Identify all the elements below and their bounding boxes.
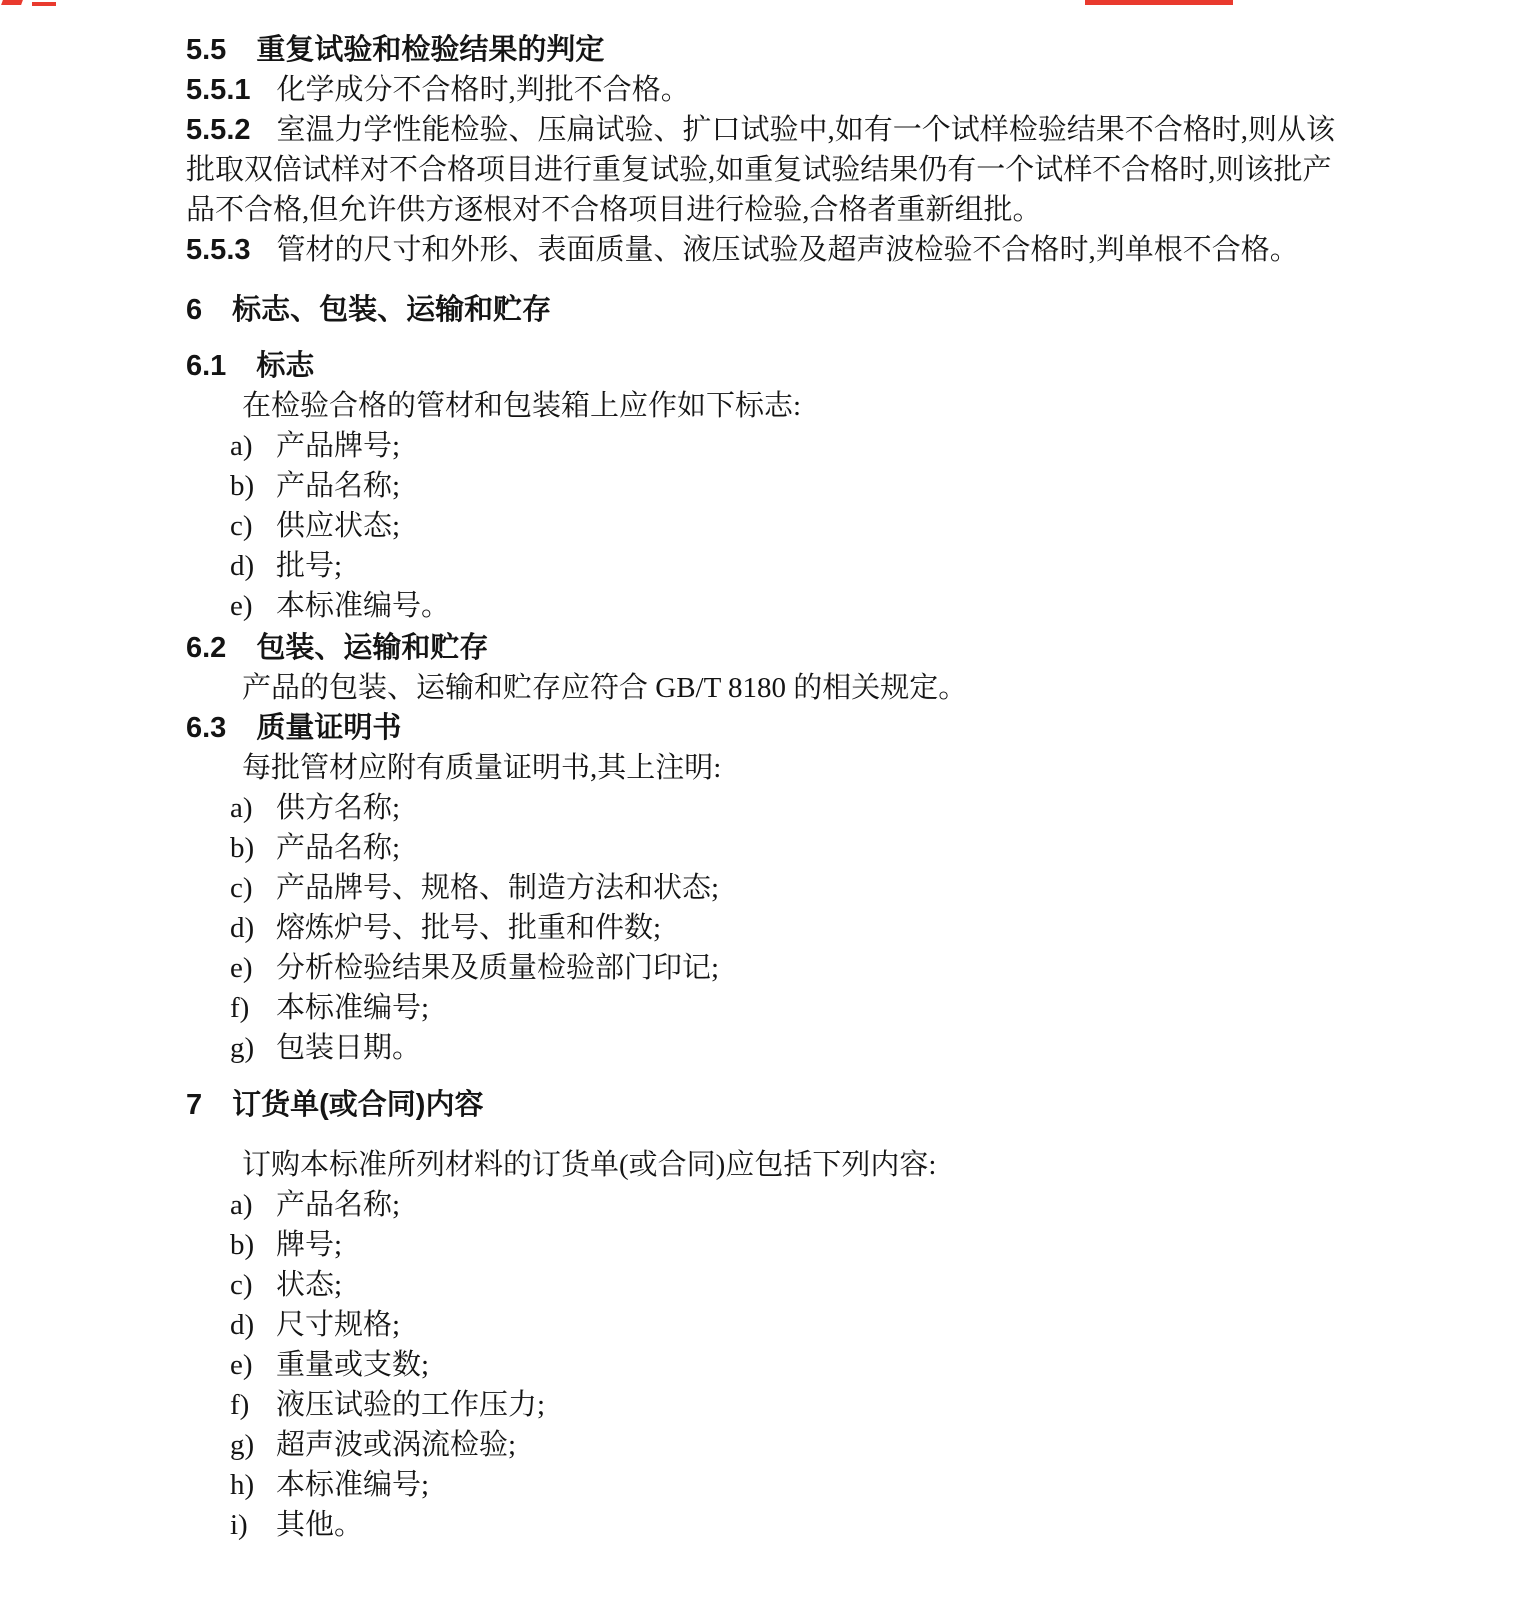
list-item	[230, 988, 1335, 1028]
item-text: 产品牌号、规格、制造方法和状态;	[276, 872, 720, 904]
item-marker: e)	[230, 952, 253, 984]
item-text: 重量或支数;	[276, 1349, 430, 1381]
list-item	[230, 868, 1335, 908]
section-title: 重复试验和检验结果的判定	[256, 34, 605, 66]
section-title: 包装、运输和贮存	[256, 632, 489, 664]
section-6-1-heading	[186, 346, 1335, 386]
list-item	[230, 908, 1335, 948]
item-marker: c)	[230, 872, 253, 904]
item-text: 液压试验的工作压力;	[276, 1389, 546, 1421]
section-6-heading	[186, 290, 1335, 330]
item-marker: e)	[230, 590, 253, 622]
section-number: 7	[186, 1089, 203, 1121]
item-marker: f)	[230, 1389, 250, 1421]
item-text: 产品名称;	[276, 832, 401, 864]
item-text: 供方名称;	[276, 792, 401, 824]
section-number: 6.3	[186, 712, 227, 744]
item-text: 牌号;	[276, 1229, 343, 1261]
clause-text: 化学成分不合格时,判批不合格。	[276, 74, 690, 106]
item-marker: d)	[230, 1309, 255, 1341]
list-item	[230, 1225, 1335, 1265]
item-text: 本标准编号;	[276, 992, 430, 1024]
item-marker: g)	[230, 1032, 255, 1064]
item-text: 其他。	[276, 1509, 364, 1541]
list-item	[230, 828, 1335, 868]
item-marker: f)	[230, 992, 250, 1024]
section-7-intro: 订购本标准所列材料的订货单(或合同)应包括下列内容:	[242, 1149, 937, 1181]
item-marker: a)	[230, 1189, 253, 1221]
list-item	[230, 546, 1335, 586]
item-text: 本标准编号;	[276, 1469, 430, 1501]
item-text: 产品名称;	[276, 470, 401, 502]
list-item	[230, 1265, 1335, 1305]
list-item	[230, 1305, 1335, 1345]
list-item	[230, 1185, 1335, 1225]
item-marker: c)	[230, 510, 253, 542]
section-number: 6	[186, 294, 203, 326]
scan-artifact	[32, 2, 56, 6]
list-item	[230, 1385, 1335, 1425]
clause-number: 5.5.3	[186, 234, 251, 266]
list-item	[230, 788, 1335, 828]
item-marker: b)	[230, 1229, 255, 1261]
item-marker: b)	[230, 470, 255, 502]
certificate-items-list	[186, 788, 1335, 1068]
item-text: 产品牌号;	[276, 430, 401, 462]
item-text: 超声波或涡流检验;	[276, 1429, 517, 1461]
section-5-5-heading	[186, 30, 1335, 70]
section-6-3-heading	[186, 708, 1335, 748]
section-title: 标志	[256, 350, 315, 382]
item-text: 供应状态;	[276, 510, 401, 542]
section-number: 5.5	[186, 34, 227, 66]
section-title: 订货单(或合同)内容	[232, 1089, 484, 1121]
section-6-3-intro: 每批管材应附有质量证明书,其上注明:	[242, 752, 722, 784]
item-marker: a)	[230, 792, 253, 824]
item-marker: d)	[230, 912, 255, 944]
clause-text: 室温力学性能检验、压扁试验、扩口试验中,如有一个试样检验结果不合格时,则从该批取双倍试样对不合格项目进行重复试验,如重复试验结果仍有一个试样不合格时,则该批产品不合格,但允许供方逐根对不合格项目进行检验,合格者重新组批。	[186, 114, 1336, 226]
clause-number: 5.5.2	[186, 114, 251, 146]
item-marker: b)	[230, 832, 255, 864]
item-text: 产品名称;	[276, 1189, 401, 1221]
item-marker: g)	[230, 1429, 255, 1461]
list-item	[230, 1028, 1335, 1068]
item-text: 批号;	[276, 550, 343, 582]
scan-artifact	[1, 0, 23, 5]
clause-5-5-2	[186, 110, 1335, 230]
list-item	[230, 426, 1335, 466]
list-item	[230, 506, 1335, 546]
list-item	[230, 1505, 1335, 1545]
item-text: 尺寸规格;	[276, 1309, 401, 1341]
item-marker: e)	[230, 1349, 253, 1381]
section-6-2-body: 产品的包装、运输和贮存应符合 GB/T 8180 的相关规定。	[242, 672, 968, 704]
section-number: 6.1	[186, 350, 227, 382]
item-marker: d)	[230, 550, 255, 582]
list-item	[230, 1465, 1335, 1505]
section-title: 标志、包装、运输和贮存	[232, 294, 552, 326]
section-6-2-heading	[186, 628, 1335, 668]
clause-5-5-3	[186, 230, 1335, 270]
order-items-list	[186, 1185, 1335, 1545]
item-text: 本标准编号。	[276, 590, 451, 622]
scan-artifact	[1085, 0, 1233, 5]
section-7-heading	[186, 1085, 1335, 1125]
clause-number: 5.5.1	[186, 74, 251, 106]
clause-text: 管材的尺寸和外形、表面质量、液压试验及超声波检验不合格时,判单根不合格。	[276, 234, 1299, 266]
list-item	[230, 1345, 1335, 1385]
item-marker: h)	[230, 1469, 255, 1501]
item-text: 包装日期。	[276, 1032, 422, 1064]
list-item	[230, 586, 1335, 626]
item-marker: i)	[230, 1509, 248, 1541]
section-number: 6.2	[186, 632, 227, 664]
list-item	[230, 948, 1335, 988]
item-marker: a)	[230, 430, 253, 462]
item-text: 状态;	[276, 1269, 343, 1301]
section-title: 质量证明书	[256, 712, 402, 744]
item-text: 分析检验结果及质量检验部门印记;	[276, 952, 720, 984]
item-marker: c)	[230, 1269, 253, 1301]
list-item	[230, 466, 1335, 506]
section-6-1-intro: 在检验合格的管材和包装箱上应作如下标志:	[242, 390, 802, 422]
marking-items-list	[186, 426, 1335, 626]
item-text: 熔炼炉号、批号、批重和件数;	[276, 912, 662, 944]
list-item	[230, 1425, 1335, 1465]
clause-5-5-1	[186, 70, 1335, 110]
